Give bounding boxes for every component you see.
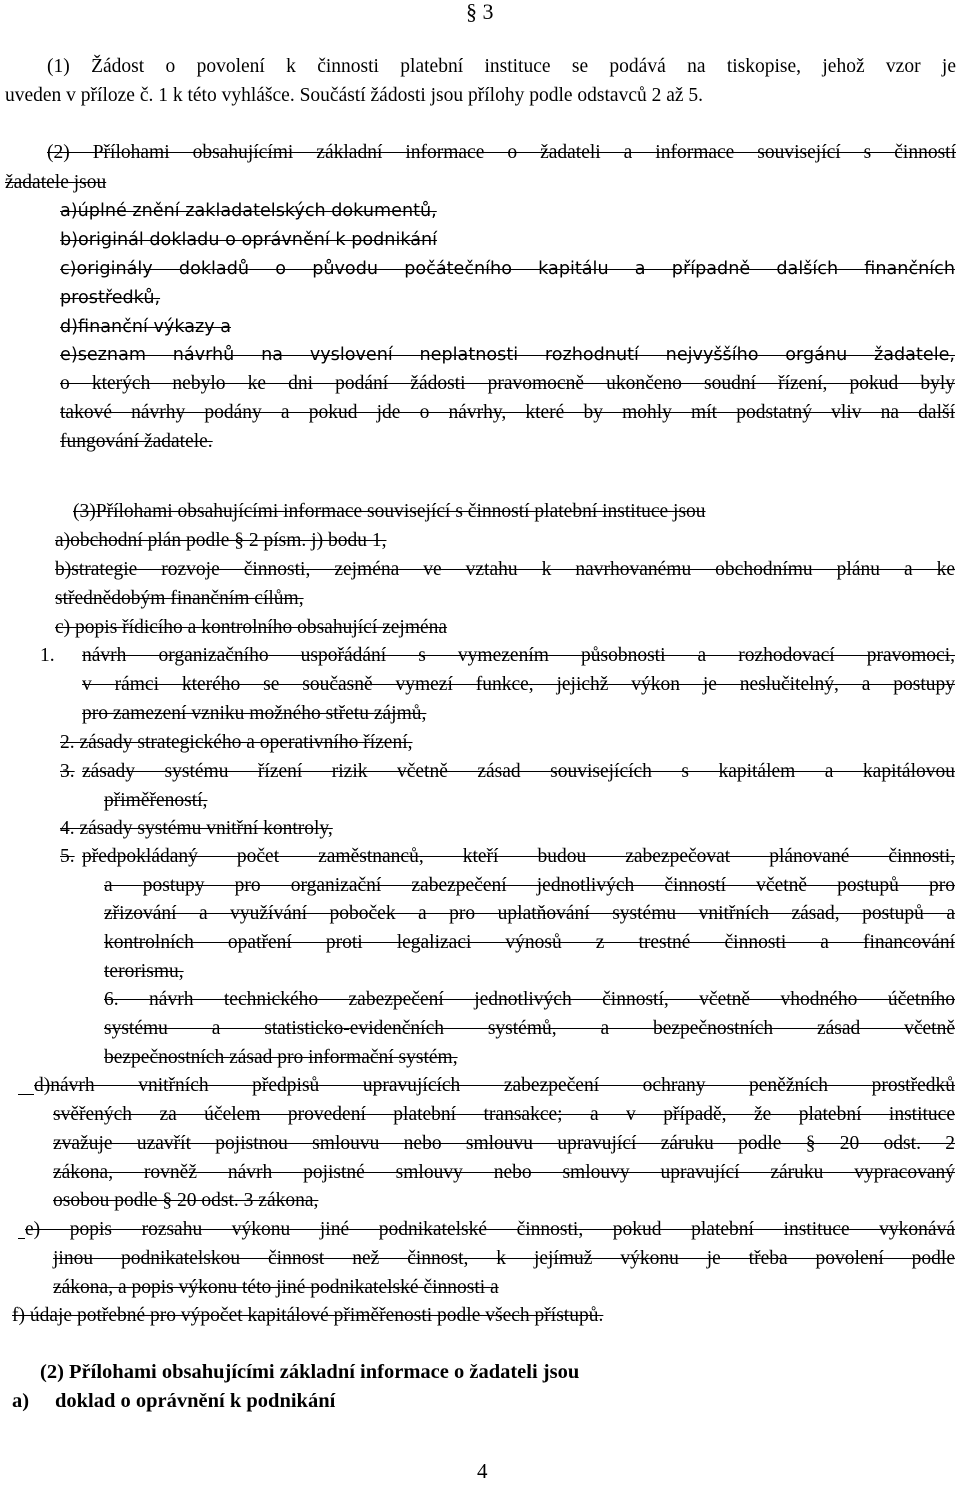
list-item-5-line1: předpokládaný počet zaměstnanců, kteří budou zabezpečovat plánované činnosti, bbox=[82, 846, 955, 867]
list-item-5-line5: terorismu, bbox=[104, 961, 184, 982]
para3-old-item-d-line2: svěřených za účelem provedení platební transakce; a v případě, že platební instituce bbox=[53, 1104, 955, 1125]
list-item-5-line3: zřizování a využívání poboček a pro uplatňování systému vnitřních zásad, postupů a bbox=[104, 903, 955, 924]
para2-old-item-b: b)originál dokladu o oprávnění k podnikání bbox=[60, 230, 438, 250]
page-number: 4 bbox=[477, 1459, 488, 1483]
para2-new-item-a-text: doklad o oprávnění k podnikání bbox=[55, 1390, 336, 1412]
para3-old-line1: (3)Přílohami obsahujícími informace související s činností platební instituce jsou bbox=[73, 501, 706, 522]
para2-old-item-c-line1: c)originály dokladů o původu počátečního kapitálu a případně dalších finančních bbox=[60, 259, 955, 279]
para2-old-item-a: a)úplné znění zakladatelských dokumentů, bbox=[60, 201, 437, 221]
para2-new-item-a-label: a) bbox=[12, 1390, 30, 1412]
para3-old-item-c: c) popis řídicího a kontrolního obsahující zejména bbox=[55, 617, 448, 638]
underline-mark-d bbox=[18, 1072, 34, 1095]
para3-old-item-d-line5: osobou podle § 20 odst. 3 zákona, bbox=[53, 1190, 319, 1211]
para1-line2: uveden v příloze č. 1 k této vyhlášce. Součástí žádosti jsou přílohy podle odstavců 2 až 5. bbox=[5, 85, 704, 106]
para3-old-item-d-line4: zákona, rovněž návrh pojistné smlouvy nebo smlouvy upravující záruku vypracovaný bbox=[53, 1162, 955, 1183]
list-number-5: 5. bbox=[60, 846, 75, 867]
list-item-6-line2: systému a statisticko-evidenčních systémů, a bezpečnostních zásad včetně bbox=[104, 1018, 955, 1039]
section-mark: § 3 bbox=[466, 0, 494, 24]
list-item-1-line1: návrh organizačního uspořádání s vymezením působnosti a rozhodovací pravomoci, bbox=[82, 645, 955, 666]
para3-old-item-e-line3: zákona, a popis výkonu této jiné podnikatelské činnosti a bbox=[53, 1277, 499, 1298]
para1-line1: (1) Žádost o povolení k činnosti platební instituce se podává na tiskopise, jehož vzor je bbox=[47, 56, 956, 77]
para3-old-item-b-line2: střednědobým finančním cílům, bbox=[55, 588, 304, 609]
para3-old-item-a: a)obchodní plán podle § 2 písm. j) bodu 1, bbox=[55, 530, 387, 551]
para2-old-item-c-line2: prostředků, bbox=[60, 288, 161, 308]
para3-old-item-f: f) údaje potřebné pro výpočet kapitálové přiměřenosti podle všech přístupů. bbox=[12, 1305, 604, 1326]
list-number-3: 3. bbox=[60, 761, 75, 782]
list-item-3-line2: přiměřeností, bbox=[104, 790, 208, 811]
underline-mark-e bbox=[18, 1216, 25, 1239]
list-item-5-line2: a postupy pro organizační zabezpečení jednotlivých činností včetně postupů pro bbox=[104, 875, 955, 896]
para3-old-item-b-line1: b)strategie rozvoje činnosti, zejména ve vztahu k navrhovanému obchodnímu plánu a ke bbox=[55, 559, 955, 580]
list-number-1: 1. bbox=[40, 645, 55, 666]
list-item-4: 4. zásady systému vnitřní kontroly, bbox=[60, 818, 333, 839]
para2-old-item-e-line2: o kterých nebylo ke dni podání žádosti pravomocně ukončeno soudní řízení, pokud byly bbox=[60, 373, 955, 394]
list-item-5-line4: kontrolních opatření proti legalizaci výnosů z trestné činnosti a financování bbox=[104, 932, 955, 953]
list-item-1-line3: pro zamezení vzniku možného střetu zájmů, bbox=[82, 703, 427, 724]
para2-old-item-d: d)finanční výkazy a bbox=[60, 317, 232, 337]
list-item-1-line2: v rámci kterého se současně vymezí funkce, jejichž výkon je neslučitelný, a postupy bbox=[82, 674, 955, 695]
para3-old-item-e-line1: e) popis rozsahu výkonu jiné podnikatelské činnosti, pokud platební instituce vykonává bbox=[25, 1219, 955, 1240]
para2-old-item-e-line3: takové návrhy podány a pokud jde o návrhy, které by mohly mít podstatný vliv na další bbox=[60, 402, 955, 423]
para3-old-item-d-line1: d)návrh vnitřních předpisů upravujících zabezpečení ochrany peněžních prostředků bbox=[34, 1075, 955, 1096]
para3-old-item-d-line3: zvažuje uzavřít pojistnou smlouvu nebo smlouvu upravující záruku podle § 20 odst. 2 bbox=[53, 1133, 955, 1154]
list-item-6-line3: bezpečnostních zásad pro informační systém, bbox=[104, 1047, 458, 1068]
para3-old-item-e-line2: jinou podnikatelskou činnost než činnost, k jejímuž výkonu je třeba povolení podle bbox=[53, 1248, 955, 1269]
para2-old-line2: žadatele jsou bbox=[5, 172, 107, 193]
para2-new-heading: (2) Přílohami obsahujícími základní informace o žadateli jsou bbox=[40, 1361, 580, 1383]
para2-old-item-e-line1: e)seznam návrhů na vyslovení neplatnosti rozhodnutí nejvyššího orgánu žadatele, bbox=[60, 345, 955, 365]
list-item-3-line1: zásady systému řízení rizik včetně zásad souvisejících s kapitálem a kapitálovou bbox=[82, 761, 955, 782]
para2-old-line1: (2) Přílohami obsahujícími základní informace o žadateli a informace související s činností bbox=[47, 142, 956, 163]
para2-old-item-e-line4: fungování žadatele. bbox=[60, 431, 213, 452]
list-item-2: 2. zásady strategického a operativního řízení, bbox=[60, 732, 413, 753]
list-item-6-line1: 6. návrh technického zabezpečení jednotlivých činností, včetně vhodného účetního bbox=[104, 989, 955, 1010]
